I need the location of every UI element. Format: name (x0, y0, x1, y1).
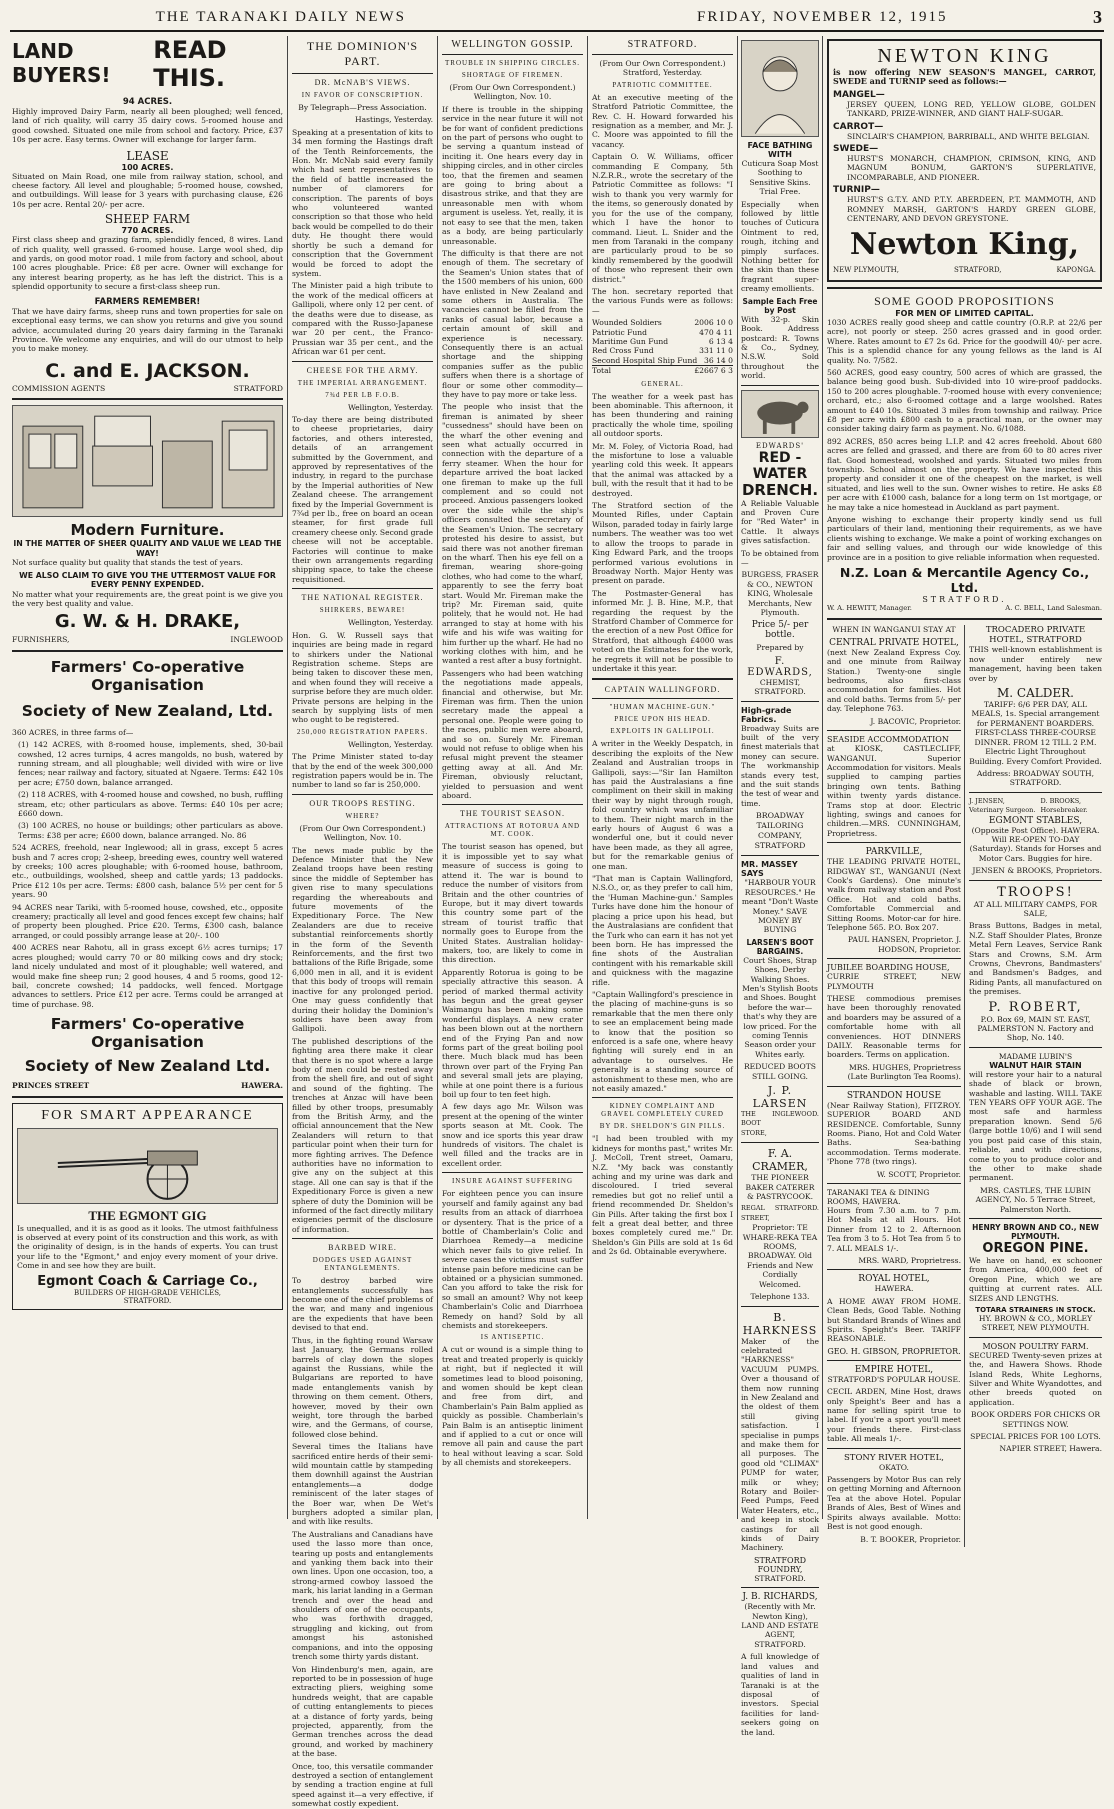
stratford-para-5: Mr. M. Foley, of Victoria Road, had the misfortune to lose a valuable yearling cold this week. It appears that the animal was attacked by a bull, with the result that it had to be destroyed. (592, 441, 733, 498)
egmont-coach-sub-2: STRATFORD. (123, 1296, 172, 1305)
cheese-sub-2: 7¾d PER LB F.O.B. (325, 390, 400, 399)
totara-strainers: TOTARA STRAINERS IN STOCK. (975, 1305, 1096, 1314)
barbed-article (292, 1243, 433, 1808)
face-bathing-caption: Cuticura Soap Most Soothing to Sensitive Skins. Trial Free. (741, 159, 819, 197)
egmont-coach-name: Egmont Coach & Carriage Co., (37, 1273, 258, 1289)
cramer-text: Proprietor: TE WHARE-REKA TEA ROOMS, BROADWAY. Old Friends and New Cordially Welcomed. (742, 1223, 818, 1289)
strandon-sig: W. SCOTT, Proprietor. (876, 1169, 961, 1179)
tourist-title: THE TOURIST SEASON. (459, 809, 565, 819)
drench-title: DRENCH. (741, 480, 819, 499)
strandon-name: STRANDON HOUSE (846, 1090, 942, 1101)
f-edwards-name: F. EDWARDS, (747, 655, 813, 678)
stratford-sub: PATRIOTIC COMMITTEE. (612, 80, 713, 89)
dominion-byline: By Telegraph—Press Association. (298, 103, 427, 112)
cramer-ad (741, 1147, 819, 1301)
listing-360-1: (1) 142 ACRES, with 8-roomed house, implements, shed, 30-bail cowshed, 12 acres turnips, 4 acres mangolds, no bush, watered by running stream, and all ploughable; well divided with wire or live fences; near railway and factory, situated at Ngaere. Terms: £42 10s per acre; £750 down, balance arranged. (18, 740, 283, 787)
register-title: THE NATIONAL REGISTER. (301, 593, 424, 603)
lease-text: Situated on Main Road, one mile from railway station, school, and cheese factory. All level and ploughable; 5-roomed house, cowshed, and outbuildings. Will lease for 3 years with purchasing clause, £26 10s per acre. Rental 20/- per acre. (12, 171, 283, 209)
face-address: With 32-p. Skin Book. Address postcard: R. Towns & Co., Sydney, N.S.W. Sold throughout the world. (741, 314, 819, 381)
calder-text: TARIFF: 6/6 PER DAY, ALL MEALS, 1s. Special arrangement for PERMANENT BOARDERS. FIRST-CLASS THREE-COURSE DINNER. FROM 12 TILL 2 P.M. Electric Light Throughout Building. Every Comfort Provided. (969, 700, 1102, 766)
cramer-sub: THE PIONEER BAKER CATERER & PASTRYCOOK. (745, 1173, 815, 1202)
read-this-title: READ THIS. (153, 36, 227, 92)
special-prices: SPECIAL PRICES FOR 100 LOTS. (970, 1432, 1101, 1442)
stony-text: Passengers by Motor Bus can rely on getting Morning and Afternoon Tea at the above Hotel. Popular Brands of Ales, Best of Wines and Spirits always available. Motto: Best is not good enough. (827, 1475, 961, 1532)
funds-row: Red Cross Fund 331 11 0 (592, 346, 733, 356)
funds-table (592, 318, 733, 375)
cramer-name: F. A. CRAMER, (752, 1147, 808, 1174)
moson-title: MOSON POULTRY FARM. (982, 1341, 1089, 1351)
jackson-town: STRATFORD (233, 383, 283, 393)
sheep-farm-acres: 770 ACRES. (121, 226, 174, 236)
jubilee-name: JUBILEE BOARDING HOUSE, (827, 963, 950, 973)
troops-sale-sub: AT ALL MILITARY CAMPS, FOR SALE, (973, 899, 1098, 918)
furniture-image-icon (13, 406, 282, 516)
larsen-town: INGLEWOOD. (772, 1110, 819, 1118)
larsen-ad (741, 860, 819, 1138)
dominion-article (292, 39, 433, 357)
walnut-title: WALNUT HAIR STAIN (989, 1060, 1082, 1070)
farmers-remember-heading: FARMERS REMEMBER! (94, 296, 201, 307)
parkville-sig: PAUL HANSEN, Proprietor. J. HODSON, Proprietor. (847, 935, 961, 954)
drake-role: FURNISHERS, (12, 635, 70, 645)
lease-heading: LEASE (126, 148, 169, 163)
wallingford-sub-2: PRICE UPON HIS HEAD. (614, 715, 711, 724)
cheese-article (292, 366, 433, 585)
hotel-columns (827, 625, 1102, 1546)
masthead-page-number: 3 (1093, 6, 1104, 27)
tourist-article (442, 809, 583, 1168)
tourist-sub: ATTRACTIONS AT ROTORUA AND MT. COOK. (444, 822, 581, 839)
sheep-farm-heading: SHEEP FARM (104, 212, 191, 227)
obtain-text: BURGESS, FRASER & CO., NEWTON KING, Wholesale Merchants, New Plymouth. (741, 570, 819, 617)
dominion-sub-2: IN FAVOR OF CONSCRIPTION. (301, 91, 424, 99)
egmont-stables-name: EGMONT STABLES, (988, 815, 1083, 826)
modern-furniture-text-2: No matter what your requirements are, the great point is we give you the very best quality and value. (12, 589, 283, 608)
swede-list: HURST'S MONARCH, CHAMPION, CRIMSON, KING, AND MAGNUM BONUM, GARTON'S SUPERLATIVE, INCOMPARABLE, AND PIONEER. (847, 154, 1096, 182)
cheese-para: To-day there are being distributed to cheese proprietaries, dairy factories, and others interested, details of an arrangement submitted by the Government, and approved by representatives of the industry, in regard to the purchase by the Imperial authorities of New Zealand cheese. The arrangement fixed by the Imperial Government is 7¾d per lb., free on board an ocean steamer, for first grade full creamery cheese only. Second grade cheese will not be acceptable. Factories will continue to make their own arrangements regarding shipping space, to take the cheese requisitioned. (292, 414, 433, 584)
troops-sub: WHERE? (345, 811, 380, 820)
gossip-sub-2: SHORTAGE OF FIREMEN. (461, 71, 564, 79)
nz-loan-name: N.Z. Loan & Mercantile Agency Co., Ltd. (839, 565, 1090, 596)
gossip-title: WELLINGTON GOSSIP. (451, 39, 574, 50)
gossip-sub: TROUBLE IN SHIPPING CIRCLES. (445, 59, 580, 67)
harkness-name: B. HARKNESS (742, 1310, 818, 1337)
troops-date: (From Our Own Correspondent.) Wellington, Nov. 10. (299, 823, 426, 843)
calder-name: M. CALDER. (997, 686, 1074, 701)
register-date: Wellington, Yesterday. (347, 618, 433, 628)
napier-street: NAPIER STREET, Hawera. (999, 1444, 1102, 1454)
modern-furniture-text-1: Not surface quality but quality that stands the test of years. (12, 558, 243, 568)
turnip-list: HURST'S G.T.Y. AND P.T.Y. ABERDEEN, P.T. MAMMOTH, AND ROMNEY MARSH, GARTON'S HARDY GREEN GLOBE, CENTENARY, AND DEVON GREYSTONE. (847, 195, 1096, 224)
listing-360-3: (3) 100 ACRES, no house or buildings; other particulars as above. Terms: £38 per acre; £600 down, balance arranged. No. 86 (18, 821, 283, 840)
wallingford-title: CAPTAIN WALLINGFORD. (604, 685, 721, 695)
hotels-right (969, 625, 1102, 1546)
taranaki-sig: MRS. WARD, Proprietress. (858, 1255, 961, 1265)
richards-text: A full knowledge of land values and qualities of land in Taranaki is at the disposal of investors. Special facilities for land-seekers going on the land. (741, 1652, 819, 1737)
seaside-name: SEASIDE ACCOMMODATION (827, 735, 949, 745)
brooks-role: D. BROOKS, Horsebreaker. (1040, 796, 1088, 815)
coop-town: HAWERA. (241, 1081, 283, 1091)
coop-title-1: Farmers' Co-operative Organisation (50, 657, 245, 694)
nk-town-3: KAPONGA. (1056, 266, 1096, 275)
listing-94: 94 ACRES near Tariki, with 5-roomed house, cowshed, etc., opposite creamery; practically all level and good fences except few chains; half of property been ploughed. Price £20. Terms, £300 cash, balance arranged, or could possibly arrange lease at 20/-. 100 (12, 902, 283, 940)
insure-title: INSURE AGAINST SUFFERING (451, 1177, 574, 1186)
listing-524: 524 ACRES, freehold, near Inglewood; all in grass, except 5 acres bush and 7 acres crop; 2-sheep, breeding ewes, country well watered by creeks; 100 acres ploughable; with 6-roomed house, bathroom, etc., outbuildings, woolshed, sheep and cattle yards; 13 paddocks. Price £12 10s per acre. Terms: £800 cash, balance 5½ per cent for 5 years. 90 (12, 843, 283, 900)
papers-title: 250,000 REGISTRATION PAPERS. (296, 727, 429, 736)
barbed-para-2: Thus, in the fighting round Warsaw last January, the Germans rolled barrels of clay down the slopes against the Russians, while the Bulgarians are reported to have made entanglements vanish by throwing on them cement. Others, however, moved by their own weight, tore through the barbed wire, and the Germans, of course, followed close behind. (292, 1335, 433, 1439)
funds-row: Maritime Gun Fund 6 13 4 (592, 336, 733, 346)
nk-town-2: STRATFORD, (954, 266, 1002, 275)
moson-text: SECURED Twenty-seven prizes at the, and Hawera Shows. Rhode Island Reds, White Leghorns, Silver and White Wyandottes, and other breeds quoted on application. (968, 1350, 1102, 1407)
broadway-tailoring: BROADWAY TAILORING COMPANY, STRATFORD (754, 811, 806, 851)
stratford-para-1: At an executive meeting of the Stratford Patriotic Committee, the Rev. C. H. Howard forwarded his resignation as a member, and Mr. J. C. Moore was appointed to fill the vacancy. (592, 92, 733, 149)
stratford-para-7: The Postmaster-General has informed Mr. J. B. Hine, M.P., that regarding the request by the Stratford Chamber of Commerce for the erection of a new Post Office for Stratford, that although £4000 was voted on the Estimates for the work, he regrets it will not be possible to undertake it this year. (592, 588, 733, 673)
egmont-gig-title: THE EGMONT GIG (88, 1207, 207, 1223)
drake-footer (12, 635, 283, 644)
insure-ad (442, 1177, 583, 1467)
wallingford-sub-3: EXPLOITS IN GALLIPOLI. (610, 727, 715, 736)
prop-560: 560 ACRES, good easy country, 500 acres of which are grassed, the balance being good bush. Sub-divided into 10 wire-proof paddocks. 150 to 200 acres ploughable. 7-roomed house with every convenience; orchard, etc.; also 6-roomed cottage and a large woolshed. Rates amount to £40 10s. Situated 3 miles from township and railway. Price £8 per acre with £800 cash to a practical man, or the owner may consider taking dairy farm as payment. No. 6/1088. (827, 367, 1102, 434)
stratford-para-3: The hon. secretary reported that the various Funds were as follows:— (592, 286, 733, 315)
jackson-role: COMMISSION AGENTS (12, 383, 106, 393)
lease-acres: 100 ACRES. (121, 162, 174, 172)
gossip-date: (From Our Own Correspondent.) Wellington, Nov. 10. (449, 83, 576, 102)
foundry-town: STRATFORD. (754, 1573, 806, 1583)
dominion-para-1: Speaking at a presentation of kits to 34 men forming the Hastings draft of the Tenth Reinforcements, the Hon. Mr. McNab said every family which had sent representatives to the field of battle increased the number of clamorers for conscription. The parents of boys who volunteered wanted conscription so that those who held back would be compelled to do their duty. He thought there would shortly be such a demand for conscription that the Government would be forced to adopt the system. (292, 127, 433, 278)
gossip-para-1: If there is trouble in the shipping service in the near future it will not be for want of confident predictions on the part of persons who ought to be serving a quantum instead of inciting it. One hears every day in shipping circles, and in other circles too, that the firemen and seamen are going to bring about a disastrous strike, and that they are unreasonable men with whom argument is useless. Yet, really, it is not easy to see that the men, taken as a body, are being particularly unreasonable. (442, 104, 583, 246)
chemist-label: CHEMIST, STRATFORD. (754, 677, 806, 697)
jackson-footer (12, 384, 283, 393)
papers-para: The Prime Minister stated to-day that by the end of the week 300,000 registration papers would be in. The number to land so far is 250,000. (292, 752, 433, 790)
richards-name: J. B. RICHARDS, (742, 1592, 818, 1603)
massey-title: MR. MASSEY SAYS (741, 860, 798, 879)
empire-text: CECIL ARDEN, Mine Host, draws only Speight's Beer and has a name for selling spirit true to label. If you're a sport you'll meet your friends there. First-class table. All meals 1/-. (827, 1387, 961, 1444)
barbed-title: BARBED WIRE. (328, 1243, 397, 1253)
troops-sale-title: TROOPS! (997, 884, 1074, 900)
cramer-footer (741, 1204, 819, 1223)
barbed-para-6: Once, too, this versatile commander destroyed a section of entanglement by sending a traction engine at full speed against it—a very effective, if somewhat costly expedient. (292, 1761, 433, 1809)
stratford-article (592, 39, 733, 673)
royal-text: A HOME AWAY FROM HOME. Clean Beds, Good Table. Nothing but Standard Brands of Wines and Spirits. Speight's Beer. TARIFF REASONABLE. (827, 1296, 961, 1344)
larsen-bargains: LARSEN'S BOOT BARGAINS. (746, 937, 814, 956)
high-grade-title: High-grade Fabrics. (741, 705, 792, 724)
acres-94-heading: 94 ACRES. (122, 97, 173, 107)
obtain-label: To be obtained from— (741, 548, 819, 567)
trocadero-name: TROCADERO PRIVATE HOTEL, STRATFORD (985, 625, 1086, 646)
furniture-ad (12, 405, 283, 645)
cuticura-ad (741, 40, 819, 381)
horse-carriage-icon (18, 1129, 277, 1203)
stony-sig: B. T. BOOKER, Proprietor. (860, 1534, 961, 1544)
land-buyers-title: LAND BUYERS! (12, 39, 111, 87)
antiseptic-title: IS ANTISEPTIC. (480, 1333, 545, 1342)
broadway-ad (741, 706, 819, 852)
trocadero-text: THIS well-known establishment is now under entirely new management, having been taken over by (968, 645, 1102, 683)
propositions-ad (827, 294, 1102, 614)
jensen-role: J. JENSEN, Veterinary Surgeon. (968, 796, 1036, 815)
column-4 (588, 36, 738, 1519)
general-heading: GENERAL. (641, 379, 684, 388)
barbed-para-3: Several times the Italians have sacrificed entire herds of their semi-wild mountain cattle by stampeding them downhill against the Austrian entanglements—a dodge reminiscent of the later stages of the Boer war, when De Wet's burghers adopted a similar plan, and with like results. (292, 1442, 433, 1527)
prepared-label: Prepared by (756, 643, 804, 653)
egmont-gig-ad (12, 1103, 283, 1310)
troops-para-2: The published descriptions of the fighting area there make it clear that there is no spot where a large body of men could be rested away from the shell fire, and out of sight and sound of the fighting. The trenches at Anzac will have been filled by other troops, presumably from the British Army, and the official announcement that the New Zealanders will return to that particular point when their turn for more fighting arrives. The Defence authorities have no information to give any on the subject at this stage. All one can say is that if the Expeditionary Force is given a new sphere of duty the Dominion will be informed of the fact directly military exigencies permit of the disclosure of information. (292, 1036, 433, 1234)
troops-title: OUR TROOPS RESTING. (309, 798, 416, 808)
barbed-sub: DODGES USED AGAINST ENTANGLEMENTS. (312, 1256, 413, 1273)
madame-lubin: MADAME LUBIN'S (998, 1051, 1073, 1061)
larsen-footer (741, 1110, 819, 1138)
face-bathing-text: Especially when followed by little touches of Cuticura Ointment to red, rough, itching and pimply surfaces. Nothing better for the skin than these fragrant super-creamy emollients. (741, 199, 819, 294)
newton-king-title: NEWTON KING (877, 45, 1052, 67)
newton-king-signature: Newton King, (849, 227, 1080, 263)
stratford-para-6: The Stratford section of the Mounted Rifles, under Captain Wilson, paraded today in fairly large numbers. The weather was too wet to allow the troops to parade in King Edward Park, and the troops performed various evolutions in Broadway North. Major Henty was present on parade. (592, 501, 733, 586)
reduced-boots: REDUCED BOOTS STILL GOING. (743, 1062, 817, 1081)
modern-furniture-claim: WE ALSO CLAIM TO GIVE YOU THE UTTERMOST VALUE FOR EVERY PENNY EXPENDED. (19, 570, 276, 590)
dominion-title: THE DOMINION'S PART. (306, 39, 419, 68)
coop-title-2: Society of New Zealand, Ltd. (21, 701, 274, 720)
royal-sub: HAWERA. (874, 1284, 914, 1294)
face-bathing-title: FACE BATHING WITH (747, 141, 813, 159)
propositions-title: SOME GOOD PROPOSITIONS (874, 293, 1055, 308)
nz-loan-salesman: A. C. BELL, Land Salesman. (1005, 604, 1102, 613)
coop-street: PRINCES STREET (12, 1081, 90, 1091)
red-water-ad (741, 390, 819, 697)
egmont-stables-text: (Opposite Post Office). HAWERA. Will RE-OPEN TO-DAY (Saturday). Stands for Horses and Motor Cars. Buggies for hire. (969, 825, 1102, 863)
parkville-name: PARKVILLE, (865, 847, 923, 858)
coop-footer (12, 1081, 283, 1090)
acres-94-text: Highly improved Dairy Farm, nearly all been ploughed; well fenced, land of rich quality, will carry 35 dairy cows. 5-roomed house and good cowshed. Situated one mile from school and factory. Price, £37 10s per acre. Easy terms. Owner will exchange for larger farm. (12, 107, 283, 145)
drake-name: G. W. & H. DRAKE, (54, 611, 241, 633)
mangel-list: JERSEY QUEEN, LONG RED, YELLOW GLOBE, GOLDEN TANKARD, PRIZE-WINNER, AND GIANT HALF-SUGAR. (847, 99, 1096, 119)
sheep-farm-text: First class sheep and grazing farm, splendidly fenced, 8 wires. Land of rich quality, well grassed. 6-roomed house. Large wool shed, dip and yards, on good motor road. 1 mile from factory and school, about 100 acres ploughable. Price: £8 per acre. Owner will exchange for any interest bearing property, as he has left the district. This is a splendid opportunity to secure a first-class sheep run. (12, 235, 283, 292)
red-water-title: RED - WATER (752, 449, 808, 482)
carrot-list: SINCLAIR'S CHAMPION, BARRIBALL, AND WHITE BELGIAN. (847, 131, 1090, 141)
modern-furniture-title: Modern Furniture. (70, 521, 225, 540)
royal-name: ROYAL HOTEL, (858, 1274, 930, 1285)
central-intro: WHEN IN WANGANUI STAY AT (832, 625, 956, 635)
stratford-date: (From Our Own Correspondent.) Stratford, Yesterday. (599, 59, 726, 78)
gossip-para-3: The people who insist that the fireman is animated by sheer "cussedness" should have been on the wharf the other evening and seen what actually occurred in connection with the departure of a ferry steamer. When the hour for departure arrived the boat lacked one fireman to make up the full complement and so could not proceed. Anxious passengers looked over the side while the ship's officers consulted the secretary of the Seamen's Union. The secretary protested his desire to assist, but said there was not another fireman on the wharf. Then his eye fell on a fireman, wearing shore-going clothes, who had come to the wharf, apparently to see the ferry boat start. Would Mr. Fireman make the trip? Mr. Fireman said, quite politely, that he would not. He had arranged to stay at home with his wife and his wife was waiting for him further up the wharf. He had no working clothes with him, and he wanted a rest after a busy fortnight. (442, 402, 583, 666)
tourist-para-2: Apparently Rotorua is going to be specially attractive this season. A period of marked thermal activity has begun and the great geyser Waimangu has been making some wonderful displays. A new crater has been blown out at the northern end of the Frying Pan and now forms part of the great boiling pool there. Much black mud has been thrown over part of the Frying Pan and several small jets are playing, while at one point there is a furious boil up four to ten feet high. (442, 967, 583, 1100)
jackson-name: C. and E. JACKSON. (45, 359, 250, 382)
central-name: CENTRAL PRIVATE HOTEL, (829, 637, 959, 648)
propositions-sub: FOR MEN OF LIMITED CAPITAL. (895, 308, 1034, 318)
farmers-coop-ad (12, 658, 283, 1091)
hotels-left (827, 625, 965, 1546)
wallingford-para-3: "Captain Wallingford's prescience in the placing of machine-guns is so remarkable that the men there only to see an emplacement being made to know that the position so enforced is a safe one, where heavy fighting will surely end in an advantage to ourselves. He generally is a standing source of astonishment to these men, who are not easily amazed." (592, 989, 733, 1093)
nz-loan-footer (827, 604, 1102, 613)
troops-sale-text: Brass Buttons, Badges in metal, N.Z. Staff Shoulder Plates, Bronze Metal Fern Leaves, Service Rank Stars and Crowns, S.M. Arm Crowns, Chevrons, Bandmasters' and Bandsmen's Badges, and Riding Pants, all manufactured on the premises. (968, 921, 1102, 997)
stony-name: STONY RIVER HOTEL, (843, 1452, 944, 1463)
swede-heading: SWEDE— (833, 144, 879, 155)
empire-name: EMPIRE HOTEL, (854, 1364, 934, 1375)
henry-brown: HENRY BROWN AND CO., NEW PLYMOUTH. (972, 1222, 1099, 1241)
cramer-phone: Telephone 133. (750, 1292, 810, 1302)
kidney-para: "I had been troubled with my kidneys for months past," writes Mr. J. McColl, Trent street, Oamaru, N.Z. "My back was constantly aching and my urine was dark and discoloured. I tried several remedies but got no relief until a friend recommended Dr. Sheldon's Gin Pills. After taking the first box I felt a great deal better, and three boxes completely cured me." Dr. Sheldon's Gin Pills are sold at 1s 6d and 2s 6d. Obtainable everywhere. (592, 1134, 733, 1257)
newton-king-ad (827, 39, 1102, 282)
dominion-para-2: The Minister paid a high tribute to the work of the medical officers at Gallipoli, where only 12 per cent. of the deaths were due to disease, as compared with the Russo-Japanese war 20 per cent., the Franco-Prussian war 35 per cent., and the African war 61 per cent. (292, 281, 433, 357)
cheese-date: Wellington, Yesterday. (347, 402, 433, 412)
barbed-para-5: Von Hindenburg's men, again, are reported to be in possession of huge extracting pliers, weighing some hundreds weight, that are capable of cutting entanglements to pieces at a distance of forty yards, being projected, apparently, from the German trenches across the dead ground, and worked by machinery at the base. (292, 1664, 433, 1759)
cramer-town: STRATFORD. (774, 1204, 819, 1213)
stony-sub: OKATO. (879, 1462, 909, 1472)
masthead-paper: THE TARANAKI DAILY NEWS (155, 8, 406, 25)
gossip-para-2: The difficulty is that there are not enough of them. The secretary of the Seamen's Union states that of the 1500 members of his union, 600 have enlisted in New Zealand and some others in Australia. The vacancies cannot be filled from the ranks of casual labor, because a certain amount of skill and experience is necessary. Consequently there is an actual shortage and the shipping companies suffer as the public suffers when there is a shortage of flour or some other commodity—they have to pay more or take less. (442, 248, 583, 399)
edwards-brand: EDWARDS' (755, 441, 805, 450)
gossip-article (442, 39, 583, 800)
barbed-para-1: To destroy barbed wire entanglements successfully has become one of the chief problems of the war, and many and ingenious are the expedients that have been devised to that end. (292, 1276, 433, 1333)
gig-illustration (17, 1128, 278, 1204)
column-1 (8, 36, 288, 1519)
mangel-heading: MANGEL— (833, 89, 885, 100)
wallingford-para-2: "That man is Captain Wallingford, N.S.O., or, as they prefer to call him, the 'Human Machine-gun.' Samples Turks have done him the honour of placing a price upon his head, but the Australasians are confident that the Turk who can earn it has not yet been born. He has impressed the fine shots of the Australian contingent with his remarkable skill and quickness with the magazine rifle. (592, 874, 733, 987)
funds-total-row: Total £2667 6 3 (592, 366, 733, 376)
cheese-title: CHEESE FOR THE ARMY. (306, 365, 419, 375)
taranaki-text: Hours from 7.30 a.m. to 7 p.m. Hot Meals at all Hours. Hot Dinner from 12 to 2. Afternoon Tea from 3 to 5. Hot Tea from 5 to 7. ALL MEALS 1/-. (827, 1205, 961, 1253)
egmont-stables-sig: JENSEN & BROOKS, Proprietors. (972, 866, 1102, 876)
stratford-para-4: The weather for a week past has been abominable. This afternoon, it has been thundering and raining practically the whole time, spoiling all outdoor sports. (592, 391, 733, 439)
stratford-para-2: Captain O. W. Williams, officer commanding E Company, 5th N.Z.R.R., wrote the secretary of the Patriotic Committee as follows: "I wish to thank you very warmly for the items, so generously donated by you for the use of the company, which I have the honor to command. Lieut. L. Snider and the men from Taranaki in the company are particularly proud to be so kindly remembered by the goodwill of those who represent their own district." (592, 152, 733, 284)
dominion-sub: DR. McNAB'S VIEWS. (314, 78, 411, 87)
register-sub: SHIRKERS, BEWARE! (319, 606, 406, 615)
register-para: Hon. G. W. Russell says that inquiries are being made in regard to shirkers under the National Registration scheme. Steps are being taken to discover these men, and when found they will receive a surprise before they are much older. Private persons are helping in the search by supplying lists of men who ought to be registered. (292, 630, 433, 725)
gossip-para-4: Passengers who had been watching the negotiations made appeals, financial and otherwise, but Mr. Fireman was firm. Then the union secretary made the appeal a personal one. People were going to the races, public men were aboard, and so on. Surely Mr. Fireman would not refuse to oblige when his refusal might prevent the steamer getting away at all. And Mr. Fireman, obviously reluctant, yielded to persuasion and went aboard. (442, 668, 583, 801)
cheese-sub: THE IMPERIAL ARRANGEMENT. (297, 378, 428, 387)
cow-illustration (741, 390, 819, 438)
drake-town: INGLEWOOD (230, 635, 283, 645)
strandon-text: (Near Railway Station), FITZROY. SUPERIOR BOARD AND RESIDENCE. Comfortable, Sunny Rooms. Piano, Hot and Cold Water Baths. Sea-bathing accommodation. Terms moderate. 'Phone 778 (two rings). (827, 1100, 961, 1167)
barbed-para-4: The Australians and Canadians have used the lasso more than once, tearing up posts and entanglements and yanking them back into their own lines. Upon one occasion, too, a strong-armed cowboy lassoed the mark, his lariat landing in a German trench and over the head and shoulders of one of the occupants, who was forthwith dragged, struggling and kicking, out from amongst his astonished companions, and into the opposing trench some thirty yards distant. (292, 1529, 433, 1662)
royal-sig: GEO. H. GIBSON, PROPRIETOR. (827, 1346, 961, 1356)
nz-loan-town: STRATFORD. (922, 595, 1007, 605)
foundry-name: STRATFORD FOUNDRY, (753, 1555, 807, 1574)
massey-sub: "HARBOUR YOUR RESOURCES." He meant "Don't Waste Money." SAVE MONEY BY BUYING (741, 878, 819, 935)
propositions-text: Anyone wishing to exchange their property kindly send us full particulars of their land, mentioning their requirements, as we have clients wishing to exchange. We make a point of working exchanges on fair and selling values, and through our wide knowledge of this province are in a position to give reliable information when requested. (827, 515, 1102, 562)
troops-article (292, 799, 433, 1234)
funds-row: Patriotic Fund 470 4 11 (592, 327, 733, 337)
register-article (292, 593, 433, 790)
troops-para-1: The news made public by the Defence Minister that the New Zealand troops have been resting since the middle of September has given rise to many speculations regarding the whereabouts and future movements of the Expeditionary Force. The New Zealanders are due to receive substantial reinforcements shortly in the form of the Seventh Reinforcements, and the first two battalions of the Rifle Brigade, some 6,000 men in all, and it is evident that this body of troops will remain inactive for any prolonged period. One may guess confidently that during their holiday the Dominion's soldiers have been away from Gallipoli. (292, 845, 433, 1034)
walnut-text: will restore your hair to a natural shade of black or brown, washable and lasting. WILL TAKE TEN YEARS OFF YOUR AGE. The most safe and harmless preparation known. Send 5/6 (large bottle 10/6) and I will send you post paid case of this stain, reliable, and with directions, come to you to produce color and the other to make shade permanent. (968, 1069, 1102, 1183)
harkness-text: Maker of the celebrated "HARKNESS" VACUUM PUMPS. Over a thousand of them now running in New Zealand and the oldest of them still giving satisfaction. I specialise in pumps and make them for all purposes. The good old "CLIMAX" PUMP for water, milk or whey; Rotary and Boiler-Feed Pumps, Feed Water Heaters, etc., and keep in stock castings for all kinds of Dairy Machinery. (741, 1336, 819, 1553)
column-5 (738, 36, 823, 1737)
calder-address: Address: BROADWAY SOUTH, STRATFORD. (976, 768, 1095, 788)
hy-brown: HY. BROWN & CO., MORLEY STREET, NEW PLYMOUTH. (978, 1313, 1093, 1333)
kidney-ad (592, 1102, 733, 1256)
central-sig: J. BACOVIC, Proprietor. (870, 716, 961, 726)
larsen-name: J. P. LARSEN (752, 1084, 808, 1110)
taranaki-name: TARANAKI TEA & DINING ROOMS, HAWERA. (827, 1187, 930, 1206)
nk-town-1: NEW PLYMOUTH, (833, 266, 899, 275)
newton-king-intro: is now offering NEW SEASON'S MANGEL, CARROT, SWEDE and TURNIP seed as follows:— (833, 67, 1096, 87)
jubilee-sub: CURRIE STREET, NEW PLYMOUTH (827, 972, 961, 991)
wallingford-sub: "HUMAN MACHINE-GUN." (609, 703, 716, 712)
listing-400: 400 ACRES near Rahotu, all in grass except 6½ acres turnips; 17 acres ploughed; would carry 70 or 80 milking cows and dry stock; land nicely undulated and most of it ploughable; well watered, and would make fine sheep run; 2 good houses, 4 and 5 rooms, good 12-bail, concrete cowshed; 14 paddocks, well fenced. Mortgage advances to settlers. Price £12 per acre. Terms could be arranged at time of purchase. 98. (12, 943, 283, 1009)
parkville-text: THE LEADING PRIVATE HOTEL, RIDGWAY ST., WANGANUI (Next Cook's Gardens). One minute's walk from railway station and Post Office. Hot and cold baths. Comfortable Commercial and Sitting Rooms. Motor-car for hire. Telephone 565. P.O. Box 207. (827, 857, 961, 932)
cow-icon (742, 391, 818, 437)
column-2 (288, 36, 438, 1809)
red-water-text: A Reliable Valuable and Proven Cure for "Red Water" in Cattle. It always gives satisfaction. (741, 498, 819, 546)
p-robert-name: P. ROBERT, (988, 999, 1083, 1015)
book-orders: BOOK ORDERS FOR CHICKS OR SETTINGS NOW. (970, 1410, 1101, 1429)
masthead-date: FRIDAY, NOVEMBER 12, 1915 (697, 8, 948, 25)
face-sample: Sample Each Free by Post (742, 296, 818, 315)
turnip-heading: TURNIP— (833, 185, 880, 196)
wallingford-article (592, 685, 733, 1093)
woman-face-icon (742, 41, 818, 136)
tourist-para-1: The tourist season has opened, but it is impossible yet to say what measure of success is going to attend it. The war is bound to reduce the number of visitors from Britain and the other countries of Europe, but it may divert towards this country some part of the stream of tourist traffic that normally goes to Europe from the United States. Australian holiday-makers, too, are likely to come in this direction. (442, 842, 583, 965)
richards-ad (741, 1592, 819, 1737)
cramer-street: REGAL STREET, (741, 1204, 770, 1222)
listing-360-2: (2) 118 ACRES, with 4-roomed house and cowshed, no bush, ruffling stream, etc; other particulars as above. Terms: £40 10s per acre; £660 down. (18, 790, 283, 818)
insure-para: For eighteen pence you can insure yourself and family against any bad results from an attack of diarrhoea or dysentery. That is the price of a bottle of Chamberlain's Colic and Diarrhoea Remedy—a medicine which never fails to give relief. In severe cases the victims must suffer intense pain before medicine can be obtained or a physician summoned. Can you afford to take the risk for so small an amount? Why not keep Chamberlain's Colic and Diarrhoea Remedy on hand? Sold by all chemists and storekeepers. (442, 1189, 583, 1330)
jensen-brooks (969, 797, 1102, 816)
land-buyers-ad (12, 36, 283, 393)
larsen-text: Court Shoes, Strap Shoes, Derby Walking Shoes. Men's Stylish Boots and Shoes. Bought before the war—that's why they are low priced. For the coming Tennis Season order your Whites early. (742, 955, 818, 1059)
p-robert-text: P.O. Box 69, MAIN ST. EAST, PALMERSTON N. Factory and Shop, No. 140. (977, 1014, 1094, 1043)
empire-sub: STRATFORD'S POPULAR HOUSE. (827, 1374, 961, 1384)
column-6 (823, 36, 1106, 1544)
carrot-heading: CARROT— (833, 121, 884, 132)
woman-face-illustration (741, 40, 819, 137)
smart-appearance-title: FOR SMART APPEARANCE (41, 1107, 254, 1123)
coop-title-3: Farmers' Co-operative Organisation (50, 1015, 245, 1052)
column-3 (438, 36, 588, 1519)
castles-text: MRS. CASTLES, THE LUBIN AGENCY, No. 5 Terrace Street, Palmerston North. (975, 1185, 1096, 1214)
coop-title-4: Society of New Zealand Ltd. (24, 1057, 271, 1076)
seaside-text: at KIOSK, CASTLECLIFF, WANGANUI. Superior Accommodation for visitors. Meals supplied to camping parties bringing own tents. Bathing within twenty yards distance. Trams stop at door. Electric lighting, swings and canoes for children.—MRS. CUNNINGHAM, Proprietress. (827, 744, 961, 838)
antiseptic-para: A cut or wound is a simple thing to treat and treated properly is quickly at right, but if neglected it will sometimes lead to blood poisoning, and women should be kept clean and free from dirt, and Chamberlain's Pain Balm applied as quickly as possible. Chamberlain's Pain Balm is an antiseptic liniment and if applied to a cut or once will remove all pain and cause the part to heal without leaving a scar. Sold by all chemists and storekeepers. (442, 1345, 583, 1468)
masthead (10, 4, 1104, 32)
listing-360: 360 ACRES, in three farms of— (12, 727, 134, 737)
modern-furniture-subtitle: IN THE MATTER OF SHEER QUALITY AND VALUE WE LEAD THE WAY! (13, 539, 282, 558)
prop-892: 892 ACRES, 850 acres being L.I.P. and 42 acres freehold. About 680 acres are felled and grassed, and there are from 60 to 80 acres river flat. Good homestead, woolshed and yards. Situated two miles from township. School almost on the property. We have inspected this property and consider it one of the cheapest on the market, is well situated, and lies well to the sun. Owner wishes to retire. He asks £8 per acre with £1000 cash, balance for a long term on 1st mortgage, or he may take a nice homestead in Auckland as part payment. (827, 436, 1102, 512)
oregon-text: We have on hand, ex schooner from America, 400,000 feet of Oregon Pine, which we are quitting at current rates. ALL SIZES AND LENGTHS. (968, 1255, 1102, 1303)
egmont-coach-sub-1: BUILDERS OF HIGH-GRADE VEHICLES, (73, 1288, 221, 1297)
farmers-remember-text: That we have dairy farms, sheep runs and town properties for sale on exceptional easy terms, we can show you returns and give you sound advice, accumulated during 20 years dairy farming in the Taranaki Province. We welcome any enquiries, and will do our utmost to help you to make money. (12, 306, 283, 354)
tourist-para-3: A few days ago Mr. Wilson was present at the opening of the winter sports season at Mt. Cook. The snow and ice sports this year draw hundreds of visitors. The chalet is well filled and the tracks are in excellent order. (442, 1102, 583, 1168)
central-text: (next New Zealand Express Coy. and one minute from Railway Station.) Twenty-one single bedrooms, also first-class accommodation for families. Hot and cold baths. Terms from 5/- per day. Telephone 763. (827, 647, 961, 714)
jubilee-sig: MRS. HUGHES, Proprietress (Late Burlington Tea Rooms). (847, 1062, 961, 1082)
newton-king-towns (833, 266, 1096, 275)
kidney-title: KIDNEY COMPLAINT AND GRAVEL COMPLETELY CURED (601, 1102, 724, 1119)
wallingford-para-1: A writer in the Weekly Despatch, in describing the exploits of the New Zealand and Australian troops in Gallipoli, says:—"Sir Ian Hamilton has paid the Australasians a fine compliment on their skill in making their way by night through rough, fold country which was unfamiliar to them. Their night march in the early hours of August 6 was a wonderful one, but it could never have been made, as they all agree, but for the remarkable genius of one man. (592, 739, 733, 871)
price-label: Price 5/- per bottle. (751, 620, 809, 641)
papers-date: Wellington, Yesterday. (347, 739, 433, 749)
jubilee-text: THESE commodious premises have been thoroughly renovated and boarders may be assured of a comfortable home with all conveniences. HOT DINNERS DAILY. Reasonable terms for boarders. Terms on application. (827, 994, 961, 1060)
nz-loan-manager: W. A. HEWITT, Manager. (827, 604, 912, 613)
funds-row: Second Hospital Ship Fund 36 14 0 (592, 355, 733, 365)
funds-row: Wounded Soldiers 2006 10 0 (592, 318, 733, 328)
larsen-store: THE BOOT STORE, (741, 1110, 767, 1137)
richards-sub: (Recently with Mr. Newton King), LAND AND ESTATE AGENT, STRATFORD. (741, 1602, 819, 1649)
dominion-dateline: Hastings, Yesterday. (354, 115, 433, 125)
egmont-gig-text: Is unequalled, and it is as good as it looks. The utmost faithfulness is observed at every point of its construction and this work, as with the originality of design, is in the hands of experts. You can trust your life to the "Egmont," and enjoy every moment of your drive. Come in and see how they are built. (17, 1223, 278, 1271)
oregon-pine: OREGON PINE. (982, 1240, 1089, 1256)
harkness-ad (741, 1311, 819, 1584)
prop-1030: 1030 ACRES really good sheep and cattle country (O.R.P. at 22/6 per acre), not poorly or steep. 250 acres grassed and in good order. Where. Rates amount to £7 2s 6d. Price for the goodwill 40/- per acre. This is a splendid chance for any young fellows as the land is AI quality. No. 7/582. (827, 317, 1102, 365)
kidney-sub: BY DR. SHELDON'S GIN PILLS. (599, 1122, 726, 1131)
furniture-illustration (12, 405, 283, 517)
stratford-title: STRATFORD. (627, 39, 698, 50)
high-grade-text: Broadway Suits are built of the very finest materials that money can secure. The workmanship stands every test, and the suit stands the test of wear and time. (741, 723, 819, 808)
